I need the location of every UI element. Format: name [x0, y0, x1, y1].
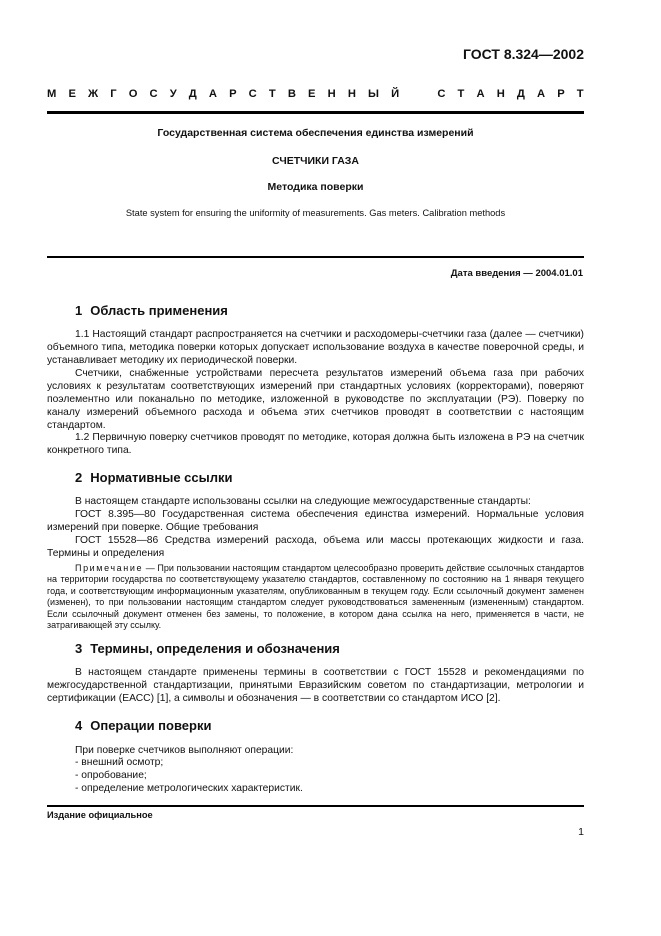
banner-letter: О	[128, 88, 138, 100]
sub-title: Методика поверки	[267, 181, 364, 193]
section-3-heading	[75, 641, 340, 656]
section-4-heading	[75, 718, 211, 733]
banner-letter: Д	[516, 88, 525, 100]
banner-letter: Т	[457, 88, 465, 100]
edition-label: Издание официальное	[47, 810, 153, 820]
banner-letter: С	[248, 88, 257, 100]
top-rule	[47, 111, 584, 114]
banner-letter: Н	[496, 88, 505, 100]
banner-letter: Р	[557, 88, 565, 100]
page-number: 1	[578, 826, 584, 838]
banner-gap	[411, 88, 425, 100]
section-number: 3	[75, 641, 83, 656]
note-label: Примечание	[75, 563, 144, 573]
introduction-date: Дата введения — 2004.01.01	[450, 268, 583, 279]
list-item: - определение метрологических характеристик.	[75, 783, 303, 794]
section-title: Область применения	[90, 303, 228, 318]
section-title: Нормативные ссылки	[90, 470, 233, 485]
banner-letter: Т	[576, 88, 584, 100]
banner-letter: А	[537, 88, 546, 100]
system-title: Государственная система обеспечения единства измерений	[157, 127, 474, 139]
banner-letter: Р	[229, 88, 237, 100]
banner-letter: А	[476, 88, 485, 100]
section-number: 4	[75, 718, 83, 733]
note-paragraph	[47, 563, 584, 631]
banner-letter: М	[47, 88, 57, 100]
banner-letter: Д	[188, 88, 197, 100]
reference-gost-8-395: ГОСТ 8.395—80 Государственная система обеспечения единства измерений. Нормальные условия измерений при поверке. Общие требования	[47, 509, 584, 533]
section-number: 1	[75, 303, 83, 318]
paragraph-1-1: 1.1 Настоящий стандарт распространяется на счетчики и расходомеры-счетчики газа (далее — счетчики) объемного типа, методика поверки которых допускает использование воздуха в качестве поверочной среды, и устанавливает методику их периодической поверки.	[47, 329, 584, 366]
banner-letter: Е	[308, 88, 316, 100]
section-title: Операции поверки	[90, 718, 212, 733]
bottom-rule	[47, 805, 584, 807]
banner-letter: У	[169, 88, 177, 100]
references-intro: В настоящем стандарте использованы ссылки на следующие межгосударственные стандарты:	[75, 496, 531, 507]
english-title: State system for ensuring the uniformity of measurements. Gas meters. Calibration methods	[125, 208, 506, 218]
standard-banner	[47, 88, 584, 100]
banner-letter: Н	[327, 88, 336, 100]
title-rule	[47, 256, 584, 258]
banner-letter: Ж	[88, 88, 99, 100]
banner-letter: Е	[68, 88, 76, 100]
banner-letter: Г	[110, 88, 117, 100]
reference-gost-15528: ГОСТ 15528—86 Средства измерений расхода, объема или массы протекающих жидкости и газа. Термины и определения	[47, 535, 584, 559]
terms-paragraph: В настоящем стандарте применены термины в соответствии с ГОСТ 15528 и рекомендациями по межгосударственной стандартизации, принятыми Евразийским советом по стандартизации, метрологии и сертификации (ЕАСС) [1], а символы и обозначения — в соответствии со стандартом ИСО [2].	[47, 667, 584, 704]
section-1-heading	[75, 303, 228, 318]
banner-letter: Т	[268, 88, 276, 100]
main-title: СЧЕТЧИКИ ГАЗА	[272, 155, 359, 167]
section-2-heading	[75, 470, 232, 485]
banner-letter: В	[287, 88, 296, 100]
banner-letter: А	[208, 88, 217, 100]
section-number: 2	[75, 470, 83, 485]
note-text: — При пользовании настоящим стандартом целесообразно проверить действие ссылочных стандартов на территории государства по соответствующему указателю стандартов, составленному по состоянию на 1 января текущего года, и соответствующим информационным указателям, опубликованным в текущем году. Если ссылочный документ заменен (изменен), то при пользовании настоящим стандартом следует руководствоваться замененным (измененным) стандартом. Если ссылочный документ отменен без замены, то положение, в котором дана ссылка на него, применяется в части, не затрагивающей эту ссылку.	[47, 563, 584, 631]
banner-letter: Й	[391, 88, 400, 100]
list-item: - внешний осмотр;	[75, 757, 164, 768]
document-code: ГОСТ 8.324—2002	[462, 46, 584, 62]
banner-letter: Н	[347, 88, 356, 100]
banner-letter: Ы	[368, 88, 379, 100]
operations-intro: При поверке счетчиков выполняют операции:	[75, 745, 294, 756]
paragraph-1-1-b: Счетчики, снабженные устройствами пересчета результатов измерений объема газа при рабочих условиях к результатам соответствующих измерений при стандартных условиях (корректорами), поверяют поэлементно или поканально по методике, изложенной в руководстве по эксплуатации (РЭ). Поверку по каналу измерений объемного расхода и объема этих счетчиков проводят в соответствии с настоящим стандартом.	[47, 368, 584, 431]
banner-letter: С	[437, 88, 446, 100]
list-item: - опробование;	[75, 770, 147, 781]
banner-letter: С	[149, 88, 158, 100]
paragraph-1-2: 1.2 Первичную поверку счетчиков проводят по методике, которая должна быть изложена в РЭ на счетчик конкретного типа.	[47, 432, 584, 456]
section-title: Термины, определения и обозначения	[90, 641, 340, 656]
